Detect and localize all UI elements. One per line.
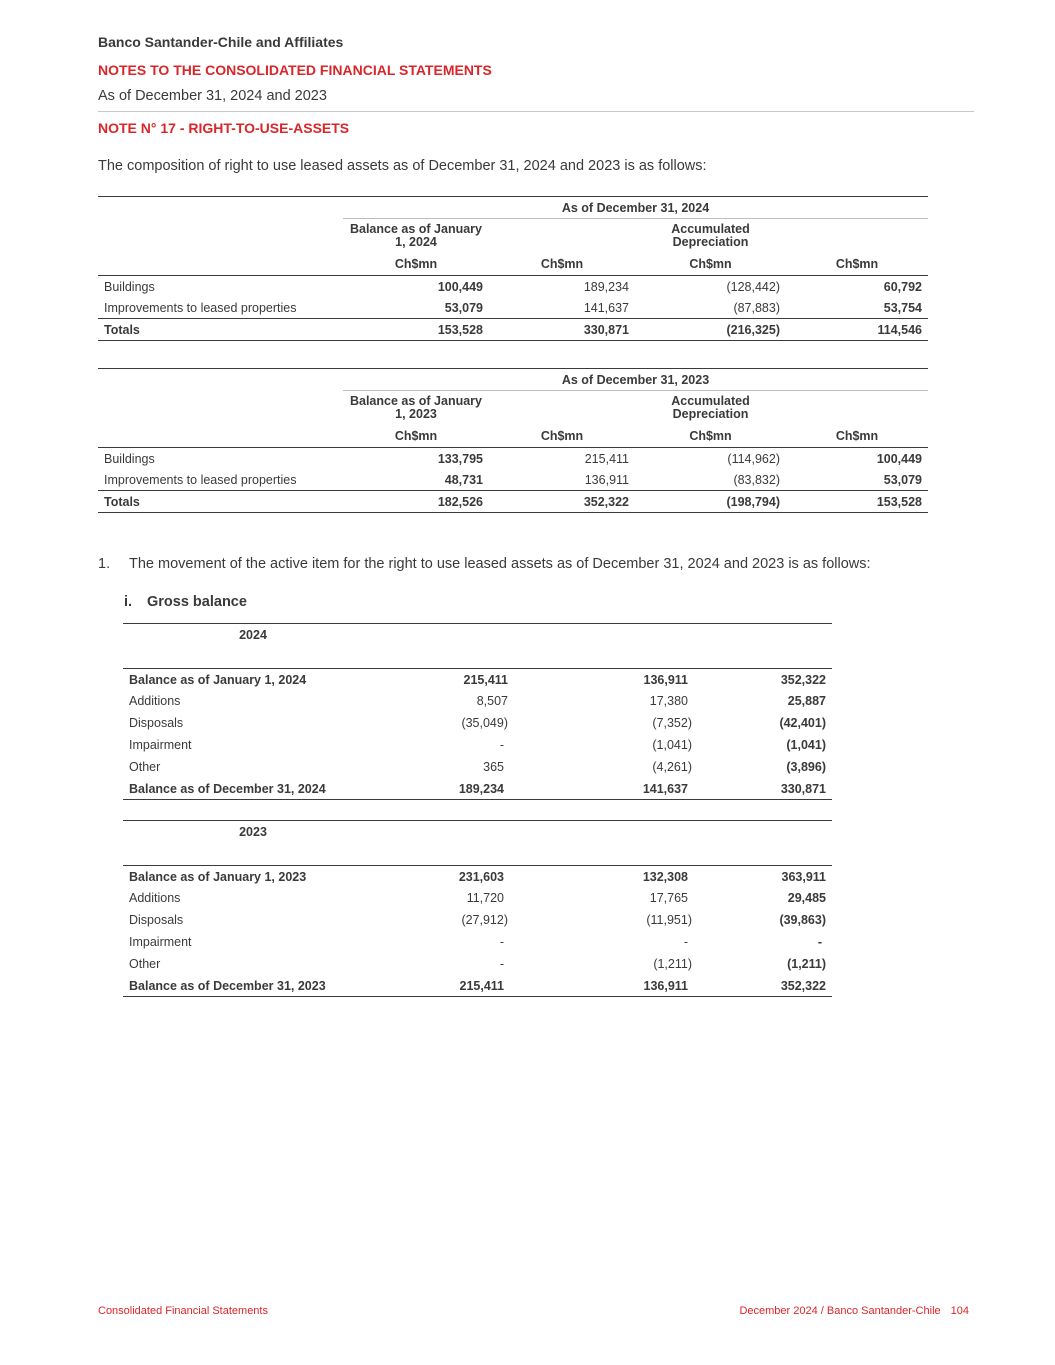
accum-value: (114,962) [635,448,786,470]
table-row [123,887,832,909]
col-balance-header: Balance as of January 1, 2023 [349,393,482,421]
balance-value: 153,528 [343,319,489,341]
row-label: Impairment [129,738,192,752]
improvements-value: 136,911 [514,669,698,691]
total-value: 363,911 [698,866,832,888]
page-number: 104 [950,1305,969,1317]
unit-header: Ch$mn [835,256,879,271]
period-header: As of December 31, 2023 [343,369,928,391]
unit-header: Ch$mn [689,256,732,271]
unit-header: Ch$mn [394,256,438,271]
movement-item [98,556,871,572]
balance-value: 182,526 [343,491,489,513]
footer-left: Consolidated Financial Statements [98,1305,268,1317]
col-accum-header: Accumulated Depreciation [671,221,750,249]
totals-row [98,319,928,341]
row-label: Totals [98,319,343,341]
net-value: 53,754 [883,300,922,315]
item-text: The movement of the active item for the right to use leased assets as of December 31, 2024 and 2023 is as follows: [129,556,871,572]
period-header: As of December 31, 2024 [343,197,928,219]
gross-balance-heading [124,594,247,610]
row-label: Improvements to leased properties [104,300,297,315]
gross-value: 330,871 [489,319,635,341]
table-row [123,866,832,888]
row-label: Buildings [98,276,343,298]
balance-value: 53,079 [444,300,483,315]
table-row [98,297,928,319]
gross-value: 189,234 [489,276,635,298]
unit-header: Ch$mn [540,256,584,271]
buildings-value: 231,603 [383,866,514,888]
table-row [98,448,928,470]
table-row [123,909,832,931]
sub-number: i. [124,594,133,610]
table-row [123,975,832,997]
accum-value: (83,832) [733,472,780,487]
row-label: Additions [129,694,181,708]
row-label: Other [129,760,161,774]
total-value: (1,211) [787,957,826,971]
year-header: 2023 [239,825,267,839]
buildings-value: (35,049) [461,716,508,730]
accum-value: (87,883) [733,300,780,315]
balance-value: 48,731 [444,472,483,487]
table-row [123,669,832,691]
footer-right-text: December 2024 / Banco Santander-Chile [739,1305,941,1317]
improvements-value: (7,352) [652,716,692,730]
net-value: 100,449 [786,448,928,470]
improvements-value: - [683,935,688,949]
row-label: Additions [129,891,181,905]
footer-right [739,1305,969,1317]
unit-header: Ch$mn [394,428,438,443]
improvements-value: 136,911 [514,975,698,997]
improvements-value: (1,041) [652,738,692,752]
accum-value: (198,794) [635,491,786,513]
gross-value: 141,637 [583,300,629,315]
table-row [123,734,832,756]
net-value: 153,528 [786,491,928,513]
buildings-value: 11,720 [466,891,504,905]
total-value: - [817,935,822,949]
improvements-value: (11,951) [646,913,692,927]
buildings-value: 189,234 [383,778,514,800]
improvements-value: 17,380 [649,694,688,708]
total-value: 29,485 [787,891,826,905]
gross-value: 352,322 [489,491,635,513]
table-row [123,778,832,800]
sub-title: Gross balance [147,594,247,610]
buildings-value: 215,411 [383,975,514,997]
composition-table-2024 [98,196,928,341]
total-value: (3,896) [786,760,826,774]
as-of-date: As of December 31, 2024 and 2023 [98,88,327,104]
gross-balance-table-2024 [123,623,832,800]
note-title: NOTE N° 17 - RIGHT-TO-USE-ASSETS [98,120,350,136]
improvements-value: 17,765 [649,891,688,905]
row-label: Other [129,957,161,971]
accum-value: (128,442) [635,276,786,298]
row-label: Balance as of December 31, 2023 [123,975,383,997]
gross-value: 215,411 [489,448,635,470]
row-label: Totals [98,491,343,513]
table-row [123,690,832,712]
total-value: 330,871 [698,778,832,800]
total-value: (1,041) [786,738,826,752]
total-value: 352,322 [698,975,832,997]
buildings-value: - [499,738,504,752]
total-value: 352,322 [698,669,832,691]
table-row [123,953,832,975]
totals-row [98,491,928,513]
buildings-value: - [499,935,504,949]
accum-value: (216,325) [635,319,786,341]
buildings-value: 215,411 [383,669,514,691]
composition-table-2023 [98,368,928,513]
row-label: Balance as of January 1, 2024 [123,669,383,691]
gross-value: 136,911 [584,472,629,487]
improvements-value: (4,261) [652,760,692,774]
table-row [98,469,928,491]
net-value: 53,079 [883,472,922,487]
row-label: Improvements to leased properties [104,472,297,487]
table-row [123,712,832,734]
buildings-value: - [499,957,504,971]
net-value: 114,546 [786,319,928,341]
buildings-value: (27,912) [461,913,508,927]
table-row [123,756,832,778]
total-value: 25,887 [787,694,826,708]
header-divider [98,111,974,112]
balance-value: 133,795 [343,448,489,470]
gross-balance-table-2023 [123,820,832,997]
unit-header: Ch$mn [689,428,732,443]
col-balance-header: Balance as of January 1, 2024 [349,221,482,249]
row-label: Disposals [129,913,184,927]
company-name: Banco Santander-Chile and Affiliates [98,34,344,50]
notes-title: NOTES TO THE CONSOLIDATED FINANCIAL STATEMENTS [98,62,492,78]
row-label: Buildings [98,448,343,470]
improvements-value: 141,637 [514,778,698,800]
total-value: (39,863) [779,913,826,927]
improvements-value: (1,211) [653,957,692,971]
improvements-value: 132,308 [514,866,698,888]
row-label: Balance as of December 31, 2024 [123,778,383,800]
table-row [123,931,832,953]
unit-header: Ch$mn [540,428,584,443]
row-label: Impairment [129,935,192,949]
buildings-value: 365 [483,760,504,774]
row-label: Balance as of January 1, 2023 [123,866,383,888]
col-accum-header: Accumulated Depreciation [671,393,750,421]
note-intro: The composition of right to use leased assets as of December 31, 2024 and 2023 is as follows: [98,158,707,174]
row-label: Disposals [129,716,184,730]
total-value: (42,401) [779,716,826,730]
item-number: 1. [98,556,111,572]
year-header: 2024 [239,628,267,642]
balance-value: 100,449 [343,276,489,298]
buildings-value: 8,507 [476,694,508,708]
net-value: 60,792 [786,276,928,298]
unit-header: Ch$mn [835,428,879,443]
table-row [98,276,928,298]
